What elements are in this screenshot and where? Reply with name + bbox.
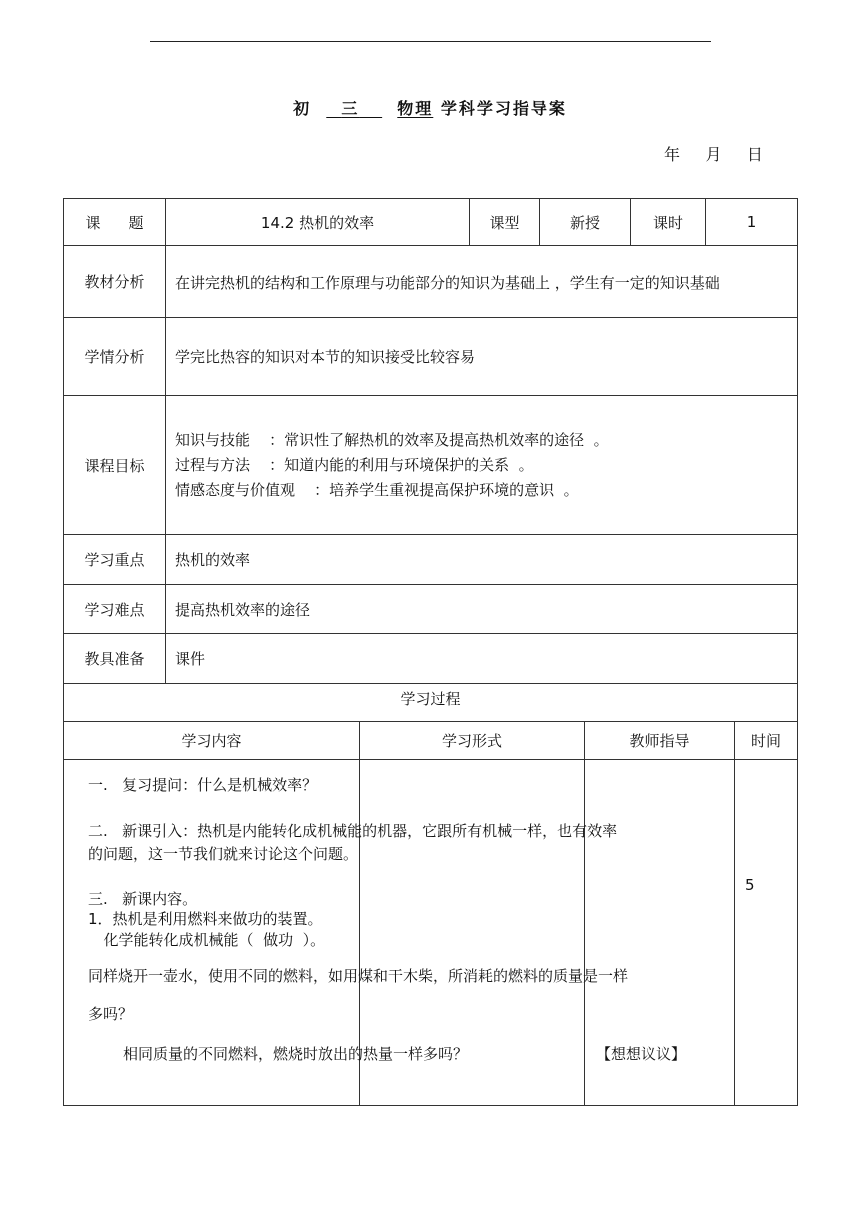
goal-knowledge: 知识与技能 ：常识性了解热机的效率及提高热机效率的途径 。: [175, 430, 609, 449]
hours-label: 课时: [631, 199, 706, 246]
type-value: 新授: [540, 199, 631, 246]
process-title: 学习过程: [64, 684, 798, 722]
time-value: 5: [745, 876, 755, 894]
difficulty-value: 提高热机效率的途径: [166, 585, 798, 634]
content-line-engine: 1．热机是利用燃料来做功的装置。: [88, 910, 323, 928]
date-line: 年 月 日: [664, 145, 763, 164]
page-title: 初 三 物理 学科学习指导案: [293, 99, 567, 118]
goal-process: 过程与方法 ：知道内能的利用与环境保护的关系 。: [175, 455, 534, 474]
grade-field: 三: [341, 99, 360, 118]
content-line-review: 一. 复习提问：什么是机械效率？: [88, 776, 318, 794]
material-label: 教材分析: [64, 246, 166, 318]
lesson-table: [63, 198, 798, 1106]
hours-value: 1: [706, 199, 798, 246]
col-header-time: 时间: [735, 722, 798, 760]
content-line-question: 相同质量的不同燃料，燃烧时放出的热量一样多吗？: [123, 1045, 469, 1063]
content-line-fuel-1: 同样烧开一壶水，使用不同的燃料，如用煤和干木柴，所消耗的燃料的质量是一样: [88, 967, 629, 985]
col-header-content: 学习内容: [64, 722, 360, 760]
tools-value: 课件: [166, 634, 798, 684]
header-rule: [150, 41, 711, 42]
learner-label: 学情分析: [64, 318, 166, 396]
content-line-intro-1: 二. 新课引入：热机是内能转化成机械能的机器，它跟所有机械一样，也有效率: [88, 822, 618, 840]
content-line-fuel-2: 多吗？: [88, 1005, 134, 1023]
goal-attitude: 情感态度与价值观 ：培养学生重视提高保护环境的意识 。: [175, 480, 579, 499]
content-line-new: 三. 新课内容。: [88, 890, 198, 908]
subject-field: 物理: [397, 99, 434, 118]
key-point-label: 学习重点: [64, 535, 166, 585]
time-cell: [735, 760, 798, 1106]
tools-label: 教具准备: [64, 634, 166, 684]
material-value: 在讲完热机的结构和工作原理与功能部分的知识为基础上 ，学生有一定的知识基础: [166, 246, 798, 318]
teacher-note: 【想想议议】: [596, 1045, 687, 1063]
topic-label: 课题: [64, 199, 166, 246]
goals-list: [166, 396, 798, 535]
content-line-intro-2: 的问题，这一节我们就来讨论这个问题。: [88, 845, 359, 863]
col-header-form: 学习形式: [360, 722, 585, 760]
key-point-value: 热机的效率: [166, 535, 798, 585]
goals-label: 课程目标: [64, 396, 166, 535]
col-header-teacher: 教师指导: [585, 722, 735, 760]
topic-value: 14.2 热机的效率: [166, 199, 470, 246]
difficulty-label: 学习难点: [64, 585, 166, 634]
type-label: 课型: [470, 199, 540, 246]
content-line-energy: 化学能转化成机械能（ 做功 ）。: [94, 931, 326, 949]
learner-value: 学完比热容的知识对本节的知识接受比较容易: [166, 318, 798, 396]
